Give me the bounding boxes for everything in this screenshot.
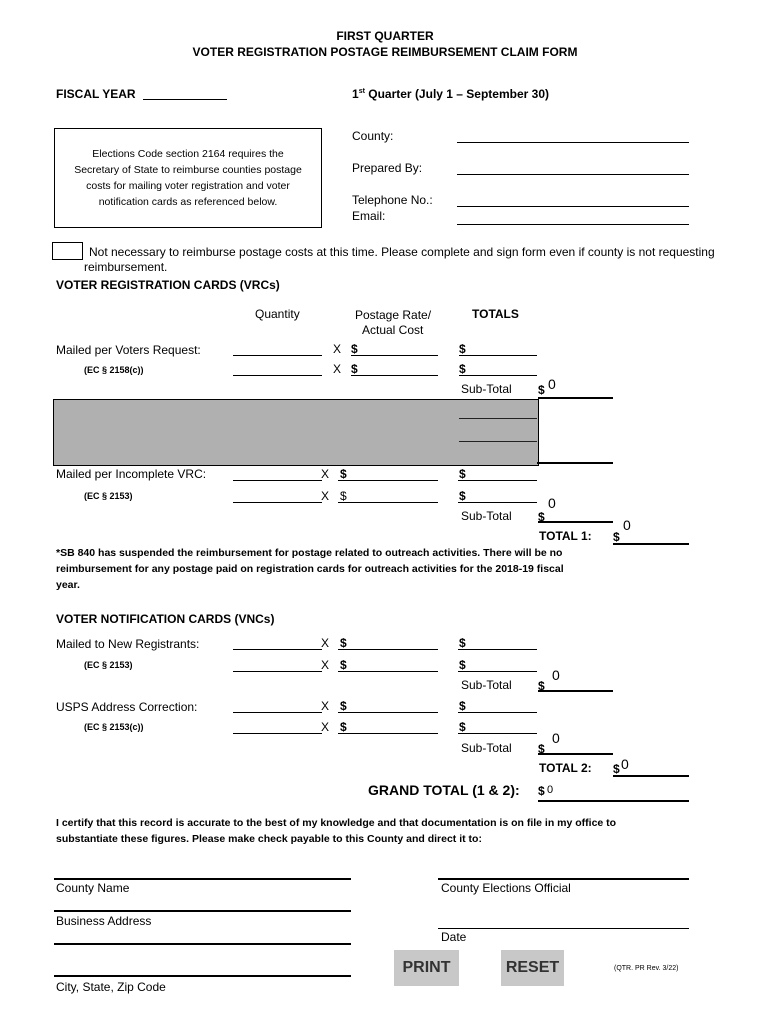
total-2-value: 0 [621,756,629,772]
quarter-label: 1st Quarter (July 1 – September 30) [352,87,549,101]
shaded-line [459,418,537,419]
incomplete-rate-input[interactable] [338,467,438,481]
new-registrants-label: Mailed to New Registrants: [56,637,200,651]
actual-cost-column-header: Actual Cost [362,323,424,337]
mailed-request-rate-input[interactable] [351,342,438,356]
multiply-sign: X [321,467,330,481]
new-registrants-quantity-input-2[interactable] [233,658,322,672]
dollar-sign: $ [459,658,466,672]
mailed-request-quantity-input-2[interactable] [233,362,322,376]
dollar-sign: $ [459,720,466,734]
usps-rate-input[interactable] [338,699,438,713]
subtotal-4-underline [538,753,613,755]
county-input[interactable] [457,129,689,143]
dollar-sign: $ [538,784,545,798]
prepared-by-label: Prepared By: [352,161,423,175]
business-address-input-1[interactable] [54,896,351,912]
shaded-disabled-block [53,399,539,466]
info-line-4: notification cards as referenced below. [98,196,278,208]
total-1-underline [613,543,689,545]
shaded-line [459,441,537,442]
elections-code-info-box [54,128,322,228]
incomplete-total-input[interactable] [458,467,537,481]
dollar-sign: $ [459,489,466,503]
info-line-1: Elections Code section 2164 requires the [92,148,284,160]
subtotal-3-value: 0 [552,667,560,683]
county-label: County: [352,129,394,143]
mailed-request-code: (EC § 2158(c)) [84,365,144,375]
dollar-sign: $ [613,530,620,544]
email-label: Email: [352,209,386,223]
telephone-input[interactable] [457,193,689,207]
dollar-sign: $ [538,679,545,693]
multiply-sign: X [321,699,330,713]
shaded-total-underline [537,462,613,464]
subtotal-2-value: 0 [548,495,556,511]
usps-quantity-input-2[interactable] [233,720,322,734]
total-1-label: TOTAL 1: [539,529,592,543]
multiply-sign: X [333,362,342,376]
new-registrants-total-input[interactable] [458,636,537,650]
incomplete-vrc-label: Mailed per Incomplete VRC: [56,467,207,481]
dollar-sign: $ [459,699,466,713]
certify-line-1: I certify that this record is accurate to the best of my knowledge and that documentation is on file in my office to [56,817,617,829]
total-1-value: 0 [623,517,631,533]
incomplete-quantity-input-2[interactable] [233,489,322,503]
certify-line-2: substantiate these figures. Please make check payable to this County and direct it to: [56,833,482,845]
incomplete-vrc-code: (EC § 2153) [84,491,133,501]
subtotal-label: Sub-Total [461,509,512,523]
dollar-sign: $ [459,362,466,376]
elections-official-label: County Elections Official [441,881,571,895]
form-title-quarter: FIRST QUARTER [336,29,434,43]
dollar-sign: $ [538,742,545,756]
incomplete-rate-input-2[interactable] [338,489,438,503]
dollar-sign: $ [351,342,358,356]
incomplete-total-input-2[interactable] [458,489,537,503]
multiply-sign: X [321,489,330,503]
subtotal-label: Sub-Total [461,382,512,396]
grand-total-label: GRAND TOTAL (1 & 2): [368,782,520,798]
new-registrants-rate-input[interactable] [338,636,438,650]
total-2-underline [613,775,689,777]
county-name-input[interactable] [54,864,351,880]
subtotal-1-underline [538,397,613,399]
dollar-sign: $ [340,699,347,713]
dollar-sign: $ [459,636,466,650]
new-registrants-total-input-2[interactable] [458,658,537,672]
usps-total-input-2[interactable] [458,720,537,734]
subtotal-label: Sub-Total [461,741,512,755]
prepared-by-input[interactable] [457,161,689,175]
incomplete-quantity-input[interactable] [233,467,322,481]
fiscal-year-label: FISCAL YEAR [56,87,136,101]
sb840-note-line-3: year. [56,579,80,591]
grand-total-underline [538,800,689,802]
not-necessary-text-cont: reimbursement. [84,260,168,274]
dollar-sign: $ [459,342,466,356]
new-registrants-code: (EC § 2153) [84,660,133,670]
mailed-request-total-input[interactable] [459,342,537,356]
sb840-note-line-1: *SB 840 has suspended the reimbursement for postage related to outreach activities. There will be no [56,547,563,559]
grand-total-value: 0 [547,784,554,796]
business-address-label: Business Address [56,914,152,928]
dollar-sign: $ [340,636,347,650]
dollar-sign: $ [459,467,466,481]
subtotal-2-underline [538,521,613,523]
dollar-sign: $ [538,383,545,397]
total-2-label: TOTAL 2: [539,761,592,775]
quantity-column-header: Quantity [255,307,300,321]
elections-official-input[interactable] [438,864,689,880]
subtotal-label: Sub-Total [461,678,512,692]
subtotal-3-underline [538,690,613,692]
multiply-sign: X [321,636,330,650]
business-address-input-2[interactable] [54,929,351,945]
usps-correction-label: USPS Address Correction: [56,700,198,714]
mailed-request-quantity-input[interactable] [233,342,322,356]
not-necessary-text: Not necessary to reimburse postage costs at this time. Please complete and sign form even if county is not requesting [89,245,715,259]
not-necessary-checkbox[interactable] [52,242,83,260]
subtotal-1-value: 0 [548,376,556,392]
form-title: VOTER REGISTRATION POSTAGE REIMBURSEMENT CLAIM FORM [192,45,578,59]
print-button[interactable]: PRINT [394,950,459,986]
new-registrants-rate-input-2[interactable] [338,658,438,672]
usps-total-input[interactable] [458,699,537,713]
date-input[interactable] [438,913,689,929]
multiply-sign: X [321,720,330,734]
dollar-sign: $ [538,510,545,524]
vnc-section-title: VOTER NOTIFICATION CARDS (VNCs) [56,612,275,626]
dollar-sign: $ [340,720,347,734]
vrc-section-title: VOTER REGISTRATION CARDS (VRCs) [56,278,280,292]
info-line-3: costs for mailing voter registration and voter [86,180,290,192]
fiscal-year-input[interactable] [143,86,227,100]
multiply-sign: X [333,342,342,356]
usps-correction-code: (EC § 2153(c)) [84,722,144,732]
info-line-2: Secretary of State to reimburse counties postage [74,164,302,176]
subtotal-4-value: 0 [552,730,560,746]
dollar-sign: $ [613,762,620,776]
email-input[interactable] [457,211,689,225]
usps-quantity-input[interactable] [233,699,322,713]
sb840-note-line-2: reimbursement for any postage paid on registration cards for outreach activities for the 2018-19 fiscal [56,563,564,575]
dollar-sign: $ [340,658,347,672]
dollar-sign: $ [340,467,347,481]
date-label: Date [441,930,467,944]
county-name-label: County Name [56,881,130,895]
multiply-sign: X [321,658,330,672]
mailed-request-label: Mailed per Voters Request: [56,343,201,357]
revision-note: (QTR. PR Rev. 3/22) [614,965,679,972]
usps-rate-input-2[interactable] [338,720,438,734]
postage-rate-column-header: Postage Rate/ [355,308,432,322]
city-state-zip-label: City, State, Zip Code [56,980,166,994]
mailed-request-rate-input-2[interactable] [351,362,438,376]
city-state-zip-input[interactable] [54,961,351,977]
dollar-sign: $ [340,489,347,503]
reset-button[interactable]: RESET [501,950,564,986]
mailed-request-total-input-2[interactable] [459,362,537,376]
new-registrants-quantity-input[interactable] [233,636,322,650]
dollar-sign: $ [351,362,358,376]
totals-column-header: TOTALS [472,307,519,321]
telephone-label: Telephone No.: [352,193,433,207]
